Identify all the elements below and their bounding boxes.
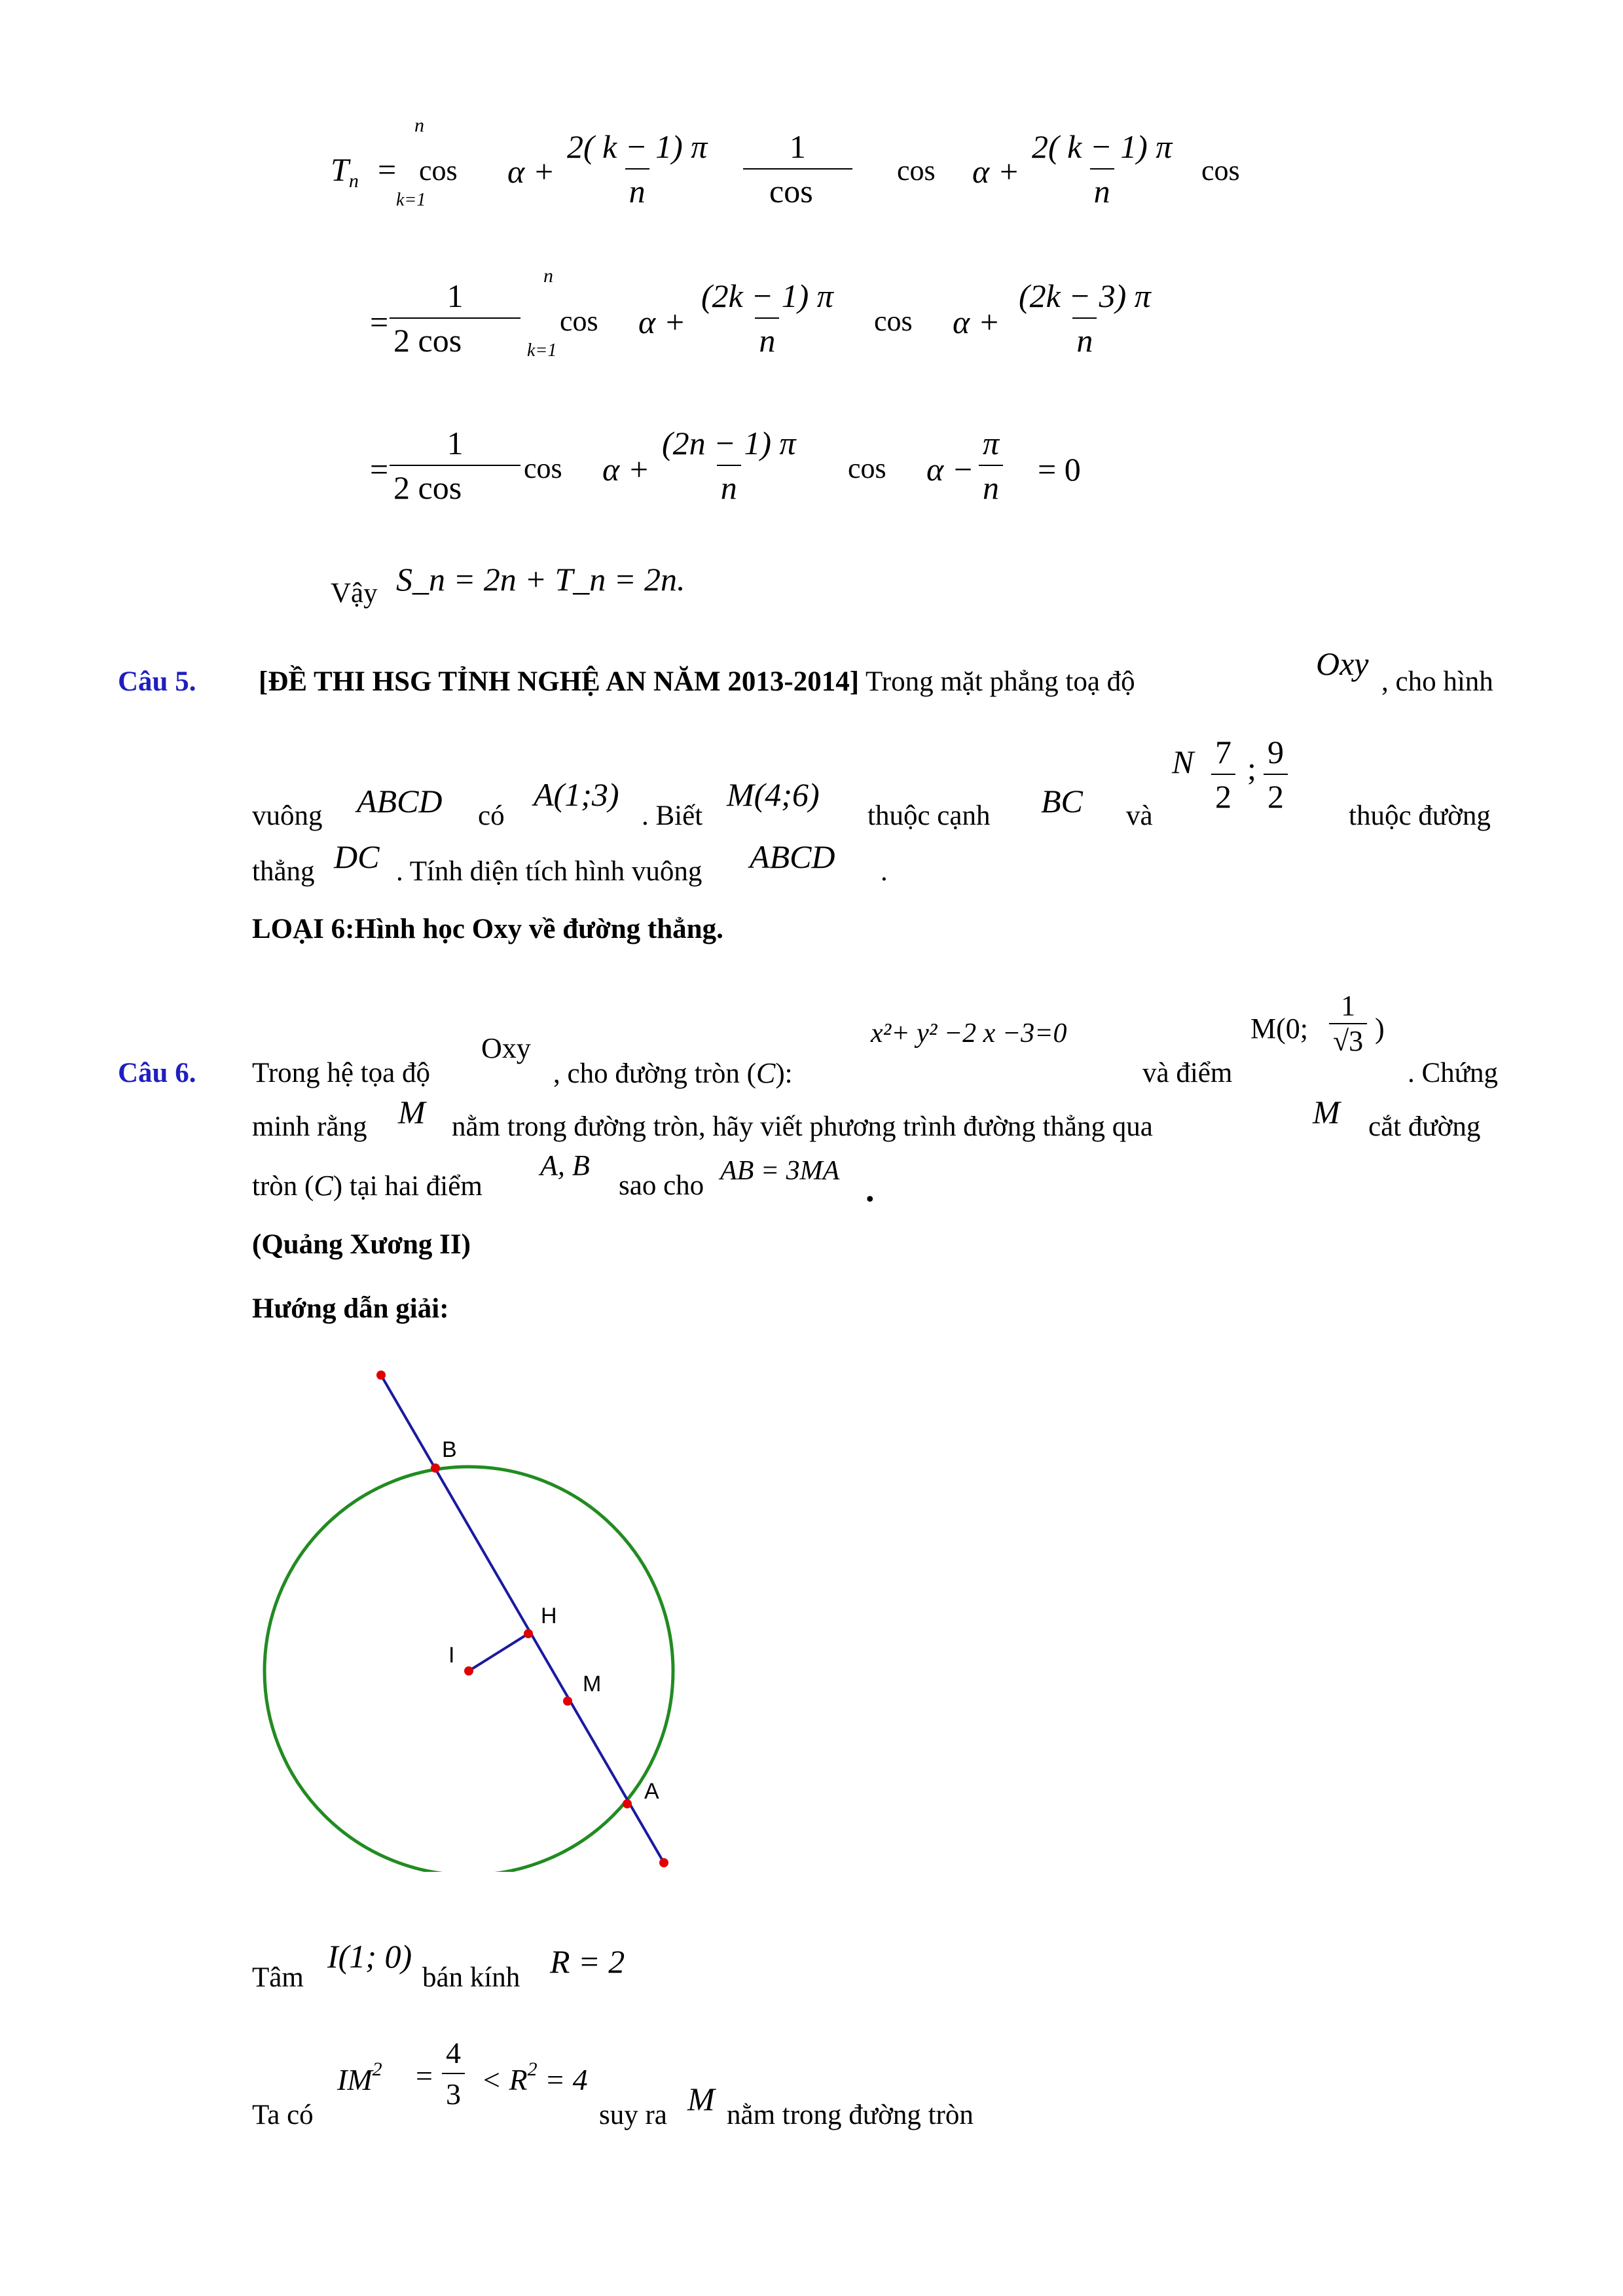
fraction-1-over-cos: $\frac{1}{\cos}$ bbox=[743, 128, 852, 210]
label-h: H bbox=[541, 1604, 557, 1628]
line-through-m bbox=[381, 1375, 664, 1863]
fraction-2k-1: $\frac{(2k - 1) \pi}{n}$ bbox=[701, 278, 833, 359]
sum-upper-bound: n bbox=[414, 115, 424, 136]
source-note: (Quảng Xương II) bbox=[252, 1229, 471, 1260]
conclusion-formula: S_n = 2n + T_n = 2n. bbox=[396, 561, 685, 598]
fraction-2k-1-pi-n-2: $\frac{2( k - 1) \pi}{n}$ bbox=[1032, 128, 1173, 209]
point-bottom-end bbox=[659, 1858, 668, 1867]
point-b bbox=[431, 1463, 440, 1473]
point-a bbox=[623, 1799, 632, 1808]
fraction-2k-1-pi-n: $\frac{2( k - 1) \pi}{n}$ bbox=[567, 128, 708, 209]
cau6-label: Câu 6. bbox=[118, 1058, 196, 1088]
point-h bbox=[524, 1629, 533, 1638]
fraction-2n-1: $\frac{(2n - 1) \pi}{n}$ bbox=[662, 425, 796, 506]
cau5-label: Câu 5. bbox=[118, 666, 196, 697]
label-m: M bbox=[583, 1672, 602, 1696]
fraction-1-over-2cos: $\frac{1}{2 \cos}$ bbox=[390, 277, 520, 359]
cau5-line-1: [ĐỀ THI HSG TỈNH NGHỆ AN NĂM 2013-2014] Trong mặt phẳng toạ độ bbox=[259, 666, 1135, 697]
cau6-condition: AB = 3MA bbox=[720, 1156, 840, 1186]
cau5-oxy: Oxy bbox=[1316, 645, 1369, 682]
center-i: I(1; 0) bbox=[327, 1938, 412, 1975]
point-i bbox=[464, 1666, 473, 1676]
label-a: A bbox=[644, 1779, 659, 1804]
geometry-figure bbox=[249, 1361, 707, 1872]
label-b: B bbox=[442, 1437, 457, 1462]
circle-equation: x²+ y² −2 x −3=0 bbox=[871, 1018, 1067, 1049]
cau6-oxy: Oxy bbox=[481, 1032, 531, 1064]
radius: R = 2 bbox=[550, 1943, 625, 1980]
cau5-point-m: M(4;6) bbox=[727, 776, 820, 813]
cau5-point-a: A(1;3) bbox=[534, 776, 619, 813]
segment-ih bbox=[469, 1634, 528, 1671]
fraction-2k-3: $\frac{(2k - 3) \pi}{n}$ bbox=[1019, 278, 1151, 359]
sum-lower-bound: k=1 bbox=[396, 190, 426, 210]
fraction-1-over-2cos-2: $\frac{1}{2 \cos}$ bbox=[390, 424, 520, 507]
label-i: I bbox=[448, 1643, 455, 1668]
section-heading: LOẠI 6:Hình học Oxy về đường thẳng. bbox=[252, 914, 723, 944]
t-n-symbol: $T_n$ bbox=[331, 151, 359, 192]
fraction-pi-n: $\frac{\pi}{n}$ bbox=[979, 424, 1003, 507]
point-m bbox=[563, 1696, 572, 1706]
guide-heading: Hướng dẫn giải: bbox=[252, 1293, 449, 1324]
point-top-end bbox=[376, 1371, 386, 1380]
